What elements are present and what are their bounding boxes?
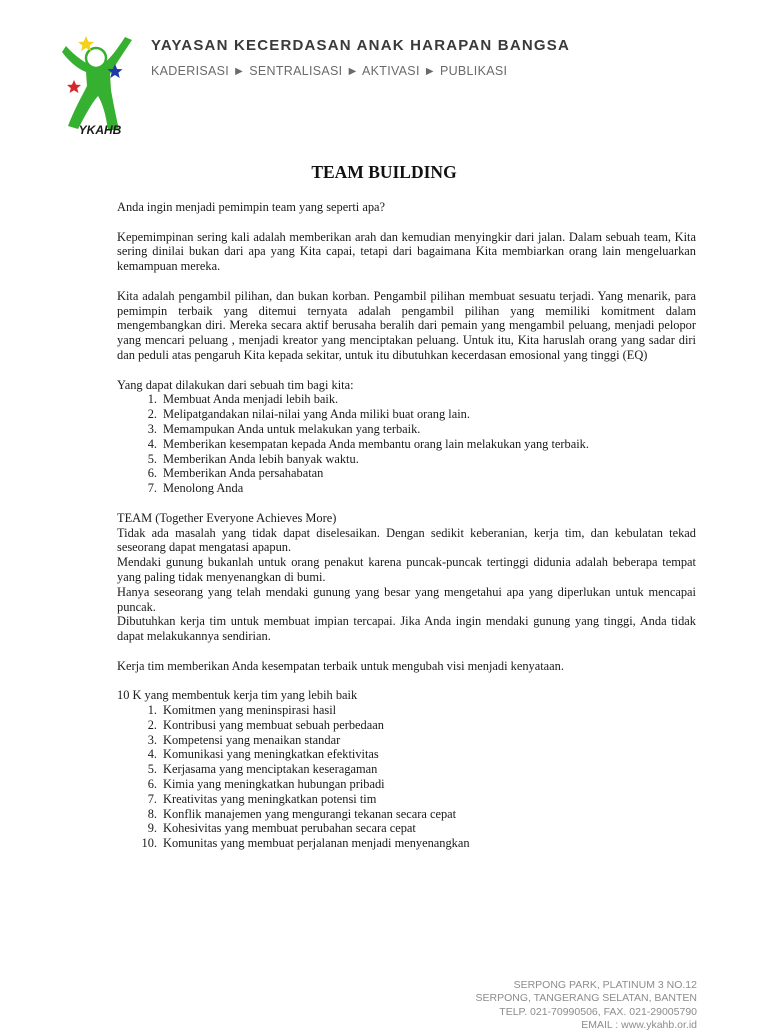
list-item: 5. Memberikan Anda lebih banyak waktu.	[147, 451, 359, 466]
star-red-icon	[67, 80, 81, 93]
list-item: 1. Komitmen yang meninspirasi hasil	[147, 703, 337, 718]
list-item: 7. Kreativitas yang meningkatkan potensi tim	[147, 791, 377, 806]
footer-address-line: SERPONG PARK, PLATINUM 3 NO.12	[513, 979, 697, 991]
team-paragraph-line: Hanya seseorang yang telah mendaki gunung yang besar yang mengetahui apa yang diperlukan untuk mencapai puncak.	[117, 584, 696, 614]
list-item: 1. Membuat Anda menjadi lebih baik.	[147, 392, 339, 407]
paragraph-vision: Kerja tim memberikan Anda kesempatan terbaik untuk mengubah visi menjadi kenyataan.	[117, 658, 564, 673]
logo-head	[86, 48, 106, 68]
list-item: 10. Komunitas yang membuat perjalanan menjadi menyenangkan	[141, 836, 470, 851]
list2-heading: 10 K yang membentuk kerja tim yang lebih baik	[117, 688, 358, 703]
ykahb-logo-icon	[58, 34, 142, 136]
list-item: 5. Kerjasama yang menciptakan keseragaman	[147, 762, 378, 777]
paragraph-leadership: Kepemimpinan sering kali adalah memberikan arah dan kemudian menyingkir dari jalan. Dalam sebuah team, Kita sering dinilai bukan dari apa yang Kita capai, tetapi dari bagaimana Kita membiarkan orang lain mengeluarkan kemampuan mereka.	[117, 229, 696, 274]
team-paragraph-line: Dibutuhkan kerja tim untuk membuat impian tercapai. Jika Anda ingin mendaki gunung yang tinggi, Anda tidak dapat melakukannya sendirian.	[117, 614, 696, 644]
team-paragraph-line: Mendaki gunung bukanlah untuk orang penakut karena puncak-puncak tertinggi didunia adalah beberapa tempat yang paling tidak menyenangkan di bumi.	[117, 555, 696, 584]
team-acronym-heading: TEAM (Together Everyone Achieves More)	[117, 510, 337, 525]
list-item: 6. Kimia yang meningkatkan hubungan pribadi	[147, 777, 385, 792]
document-title: TEAM BUILDING	[311, 162, 457, 182]
team-benefits-list	[117, 392, 696, 496]
document-body	[117, 200, 696, 851]
list-item: 7. Menolong Anda	[147, 481, 244, 496]
footer-web-line: EMAIL : www.ykahb.or.id	[581, 1019, 697, 1032]
list-item: 8. Konflik manajemen yang mengurangi tekanan secara cepat	[147, 806, 457, 821]
list-item: 3. Memampukan Anda untuk melakukan yang terbaik.	[147, 421, 421, 436]
list-item: 4. Memberikan kesempatan kepada Anda membantu orang lain melakukan yang terbaik.	[147, 436, 589, 451]
letterhead	[151, 37, 570, 78]
organization-tagline: KADERISASI ► SENTRALISASI ► AKTIVASI ► PUBLIKASI	[151, 64, 508, 78]
list-item: 4. Komunikasi yang meningkatkan efektivitas	[147, 747, 379, 762]
organization-name: YAYASAN KECERDASAN ANAK HARAPAN BANGSA	[151, 37, 570, 54]
list-item: 6. Memberikan Anda persahabatan	[147, 466, 324, 481]
ten-k-list	[117, 703, 696, 851]
intro-question: Anda ingin menjadi pemimpin team yang seperti apa?	[117, 200, 386, 214]
paragraph-choice-maker: Kita adalah pengambil pilihan, dan bukan korban. Pengambil pilihan membuat sesuatu terjadi. Yang menarik, para pemimpin terbaik yang ditemui ternyata adalah pengambil pilihan yang memiliki komitment dalam mengembangkan diri. Mereka secara aktif berusaha beralih dari pemain yang mengambil peluang, menjadi pelopor yang mencari peluang , menjadi kreator yang menciptakan peluang. Untuk itu, Kita haruslah orang yang sadar diri dan peduli atas pengaruh Kita kepada sekitar, untuk itu dibutuhkan kecerdasan emosional yang tinggi (EQ)	[117, 288, 696, 362]
ykahb-logo	[58, 34, 142, 136]
list-item: 9. Kohesivitas yang membuat perubahan secara cepat	[147, 821, 416, 836]
footer-city-line: SERPONG, TANGERANG SELATAN, BANTEN	[475, 992, 697, 1005]
address-footer	[475, 979, 697, 1033]
list1-heading: Yang dapat dilakukan dari sebuah tim bagi kita:	[117, 377, 354, 392]
logo-text: YKAHB	[78, 123, 122, 136]
list-item: 3. Kompetensi yang menaikan standar	[147, 732, 341, 747]
list-item: 2. Kontribusi yang membuat sebuah perbedaan	[147, 717, 384, 732]
list-item: 2. Melipatgandakan nilai-nilai yang Anda miliki buat orang lain.	[147, 407, 470, 422]
footer-phone-line: TELP. 021-70990506, FAX. 021-29005790	[499, 1005, 697, 1018]
team-paragraph-line: Tidak ada masalah yang tidak dapat diselesaikan. Dengan sedikit keberanian, kerja tim, dan kebulatan tekad seseorang dapat mengatasi apapun.	[117, 525, 696, 555]
